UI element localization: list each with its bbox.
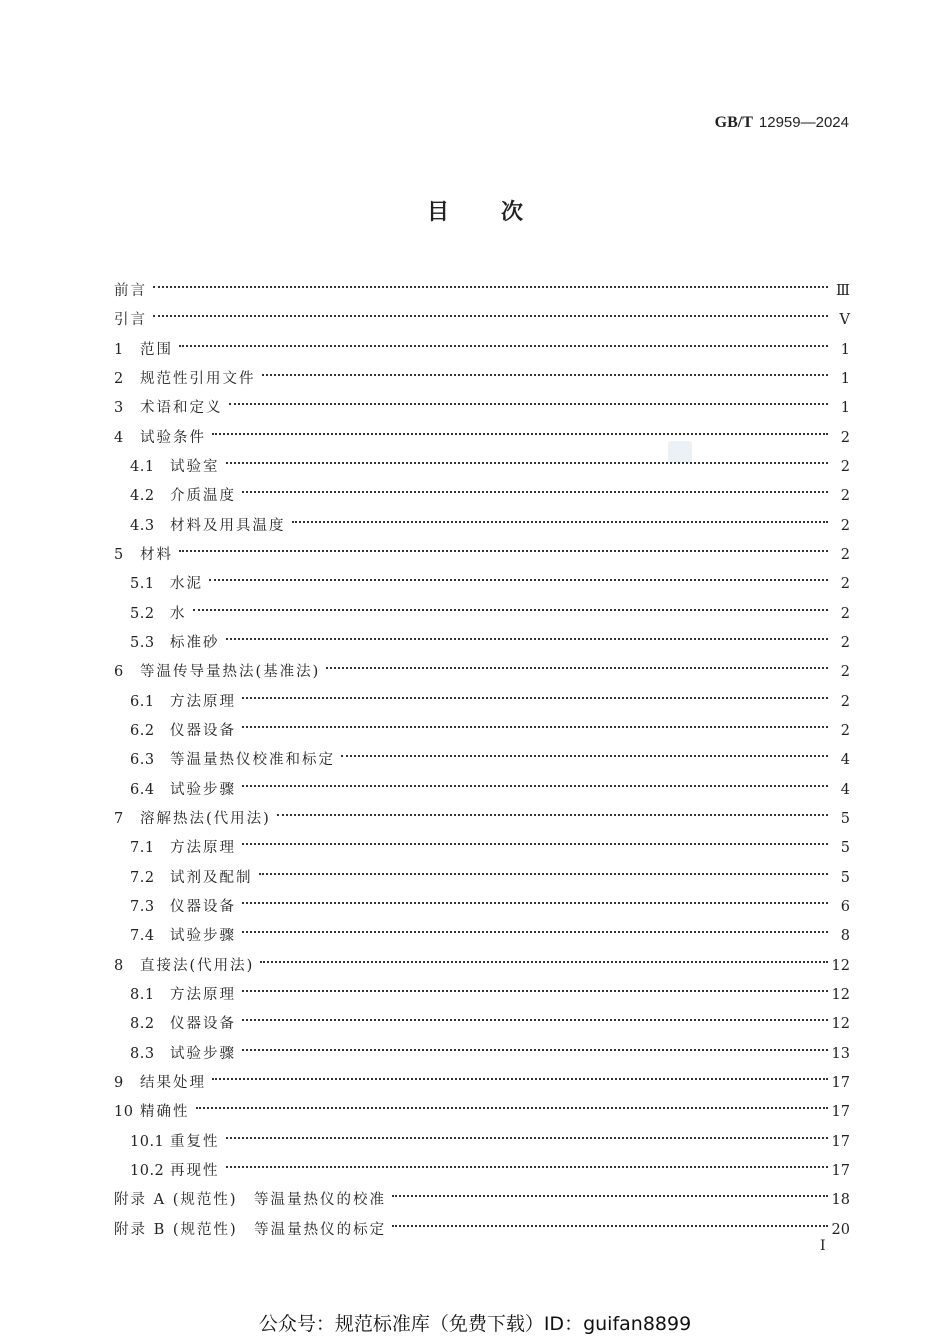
- toc-entry-page: 20: [831, 1221, 850, 1238]
- toc-entry-number: 4.1: [130, 458, 155, 475]
- toc-entry[interactable]: [114, 1182, 850, 1211]
- toc-entry-label: 试剂及配制: [170, 869, 253, 886]
- toc-entry-number: 5.2: [130, 605, 155, 622]
- toc-entry[interactable]: [114, 508, 850, 537]
- dot-leader: [193, 596, 829, 618]
- toc-entry-label: 附录 B (规范性) 等温量热仪的标定: [114, 1221, 387, 1238]
- toc-entry-page: V: [839, 312, 850, 329]
- dot-leader: [292, 508, 829, 530]
- toc-entry-page: 18: [831, 1192, 850, 1209]
- toc-entry-number: 5.1: [130, 576, 155, 593]
- toc-entry[interactable]: [114, 742, 850, 771]
- toc-entry-page: 2: [840, 693, 850, 710]
- toc-entry-label: 仪器设备: [170, 1016, 236, 1033]
- toc-entry[interactable]: [114, 390, 850, 419]
- dot-leader: [179, 537, 828, 559]
- toc-entry-label: 引言: [114, 312, 147, 329]
- toc-entry-label: 试验条件: [140, 429, 206, 446]
- toc-entry-number: 7.2: [130, 869, 155, 886]
- dot-leader: [196, 1094, 828, 1116]
- toc-entry-label: 材料: [140, 546, 173, 563]
- toc-entry-label: 结果处理: [140, 1074, 206, 1091]
- toc-entry[interactable]: [114, 684, 850, 713]
- toc-entry-number: 10: [114, 1104, 134, 1121]
- toc-entry[interactable]: [114, 449, 850, 478]
- toc-entry-page: Ⅲ: [836, 283, 850, 299]
- toc-entry-page: 17: [831, 1162, 850, 1179]
- dot-leader: [226, 449, 829, 471]
- dot-leader: [242, 977, 828, 999]
- dot-leader: [226, 1153, 828, 1175]
- toc-entry-page: 1: [840, 400, 850, 417]
- toc-entry-number: 1: [114, 341, 124, 358]
- dot-leader: [242, 918, 828, 940]
- toc-entry-label: 精确性: [140, 1104, 190, 1121]
- toc-entry-number: 4.2: [130, 488, 155, 505]
- toc-entry-page: 4: [840, 781, 850, 798]
- toc-entry-page: 17: [831, 1133, 850, 1150]
- dot-leader: [262, 361, 829, 383]
- toc-entry-page: 1: [840, 341, 850, 358]
- toc-entry[interactable]: [114, 948, 850, 977]
- toc-entry-page: 5: [840, 869, 850, 886]
- toc-entry-label: 等温传导量热法(基准法): [140, 664, 321, 681]
- dot-leader: [392, 1212, 827, 1234]
- toc-entry-page: 12: [831, 957, 850, 974]
- toc-entry-page: 2: [840, 576, 850, 593]
- toc-entry-number: 5.3: [130, 634, 155, 651]
- dot-leader: [242, 772, 828, 794]
- toc-entry-page: 13: [831, 1045, 850, 1062]
- toc-entry-number: 2: [114, 370, 124, 387]
- toc-entry-page: 2: [840, 488, 850, 505]
- toc-entry[interactable]: [114, 273, 850, 302]
- toc-entry-page: 6: [840, 898, 850, 915]
- toc-entry[interactable]: [114, 1065, 850, 1094]
- toc-entry-label: 试验步骤: [170, 1045, 236, 1062]
- dot-leader: [153, 302, 828, 324]
- dot-leader: [259, 860, 829, 882]
- toc-entry[interactable]: [114, 596, 850, 625]
- toc-entry-page: 12: [831, 1016, 850, 1033]
- standard-code: 12959—2024: [758, 114, 849, 131]
- toc-entry-number: 6.2: [130, 722, 155, 739]
- page-title: 目次: [426, 199, 575, 225]
- dot-leader: [242, 713, 828, 735]
- toc-entry-number: 7.4: [130, 928, 155, 945]
- toc-entry[interactable]: [114, 830, 850, 859]
- dot-leader: [341, 742, 828, 764]
- toc-entry-page: 17: [831, 1074, 850, 1091]
- dot-leader: [226, 1124, 828, 1146]
- dot-leader: [153, 273, 828, 295]
- toc-entry-label: 范围: [140, 341, 173, 358]
- toc-entry[interactable]: [114, 1036, 850, 1065]
- toc-entry[interactable]: [114, 713, 850, 742]
- toc-entry-label: 方法原理: [170, 986, 236, 1003]
- toc-entry-number: 4: [114, 429, 124, 446]
- toc-entry[interactable]: [114, 361, 850, 390]
- toc-entry-label: 水泥: [170, 576, 203, 593]
- toc-entry-number: 10.1: [130, 1133, 165, 1150]
- dot-leader: [226, 625, 829, 647]
- toc-entry[interactable]: [114, 1094, 850, 1123]
- footer-text: 公众号：规范标准库（免费下载）ID：guifan8899: [258, 1313, 692, 1335]
- toc-entry-number: 6.4: [130, 781, 155, 798]
- dot-leader: [392, 1182, 828, 1204]
- toc-entry-page: 2: [840, 722, 850, 739]
- toc-entry[interactable]: [114, 625, 850, 654]
- toc-entry-label: 直接法(代用法): [140, 957, 255, 974]
- toc-entry-label: 再现性: [170, 1162, 220, 1179]
- toc-entry-label: 试验步骤: [170, 928, 236, 945]
- toc-entry-page: 2: [840, 605, 850, 622]
- toc-entry-page: 4: [840, 752, 850, 769]
- toc-entry-label: 仪器设备: [170, 722, 236, 739]
- toc-entry-label: 规范性引用文件: [140, 370, 256, 387]
- dot-leader: [326, 654, 828, 676]
- dot-leader: [242, 478, 828, 500]
- toc-entry-number: 3: [114, 400, 124, 417]
- toc-entry[interactable]: [114, 566, 850, 595]
- dot-leader: [277, 801, 828, 823]
- toc-entry-number: 6.3: [130, 752, 155, 769]
- toc-entry-label: 介质温度: [170, 488, 236, 505]
- toc-entry-number: 4.3: [130, 517, 155, 534]
- toc-entry-number: 7: [114, 810, 124, 827]
- toc-entry-label: 仪器设备: [170, 898, 236, 915]
- toc-entry-page: 5: [840, 840, 850, 857]
- dot-leader: [242, 1036, 828, 1058]
- toc-entry-label: 重复性: [170, 1133, 220, 1150]
- table-of-contents: [114, 273, 850, 1241]
- toc-entry-label: 水: [170, 605, 187, 622]
- toc-entry-page: 2: [840, 458, 850, 475]
- toc-entry[interactable]: [114, 1212, 850, 1241]
- toc-entry-label: 标准砂: [170, 634, 220, 651]
- toc-entry-label: 材料及用具温度: [170, 517, 286, 534]
- toc-entry[interactable]: [114, 977, 850, 1006]
- toc-entry[interactable]: [114, 1006, 850, 1035]
- toc-entry-number: 7.1: [130, 840, 155, 857]
- toc-entry-label: 方法原理: [170, 840, 236, 857]
- toc-entry-number: 10.2: [130, 1162, 165, 1179]
- toc-entry[interactable]: [114, 302, 850, 331]
- page-number: I: [820, 1238, 826, 1254]
- dot-leader: [242, 684, 828, 706]
- toc-entry-label: 附录 A (规范性) 等温量热仪的校准: [114, 1192, 387, 1209]
- toc-entry-label: 试验步骤: [170, 781, 236, 798]
- toc-entry[interactable]: [114, 420, 850, 449]
- toc-entry[interactable]: [114, 654, 850, 683]
- toc-entry-number: 5: [114, 546, 124, 563]
- toc-entry[interactable]: [114, 1124, 850, 1153]
- standard-prefix: GB/T: [714, 114, 753, 131]
- toc-entry-number: 8.3: [130, 1045, 155, 1062]
- toc-entry[interactable]: [114, 801, 850, 830]
- toc-entry-page: 1: [840, 370, 850, 387]
- toc-entry-number: 6.1: [130, 693, 155, 710]
- toc-entry[interactable]: [114, 772, 850, 801]
- toc-entry-page: 2: [840, 664, 850, 681]
- toc-entry-page: 5: [840, 810, 850, 827]
- dot-leader: [212, 420, 828, 442]
- toc-entry[interactable]: [114, 332, 850, 361]
- toc-entry-number: 7.3: [130, 898, 155, 915]
- toc-entry-number: 6: [114, 664, 124, 681]
- toc-entry-number: 8.1: [130, 986, 155, 1003]
- toc-entry-label: 溶解热法(代用法): [140, 810, 271, 827]
- toc-entry-label: 术语和定义: [140, 400, 223, 417]
- toc-entry[interactable]: [114, 889, 850, 918]
- dot-leader: [209, 566, 828, 588]
- toc-entry[interactable]: [114, 478, 850, 507]
- toc-entry-page: 2: [840, 634, 850, 651]
- toc-entry-page: 17: [831, 1104, 850, 1121]
- toc-entry-label: 等温量热仪校准和标定: [170, 752, 335, 769]
- toc-entry-number: 8: [114, 957, 124, 974]
- toc-entry-label: 方法原理: [170, 693, 236, 710]
- toc-entry-number: 9: [114, 1074, 124, 1091]
- toc-entry[interactable]: [114, 918, 850, 947]
- dot-leader: [179, 332, 828, 354]
- toc-entry-label: 试验室: [170, 458, 220, 475]
- toc-entry[interactable]: [114, 537, 850, 566]
- dot-leader: [242, 1006, 828, 1028]
- standard-number: [715, 113, 849, 132]
- toc-entry-page: 2: [840, 546, 850, 563]
- toc-entry[interactable]: [114, 1153, 850, 1182]
- toc-entry-page: 2: [840, 429, 850, 446]
- toc-entry-page: 2: [840, 517, 850, 534]
- dot-leader: [212, 1065, 828, 1087]
- dot-leader: [242, 889, 828, 911]
- toc-entry-label: 前言: [114, 283, 147, 299]
- toc-entry-page: 12: [831, 986, 850, 1003]
- toc-entry-page: 8: [840, 928, 850, 945]
- toc-entry-number: 8.2: [130, 1016, 155, 1033]
- dot-leader: [229, 390, 829, 412]
- toc-entry[interactable]: [114, 860, 850, 889]
- dot-leader: [242, 830, 828, 852]
- dot-leader: [260, 948, 827, 970]
